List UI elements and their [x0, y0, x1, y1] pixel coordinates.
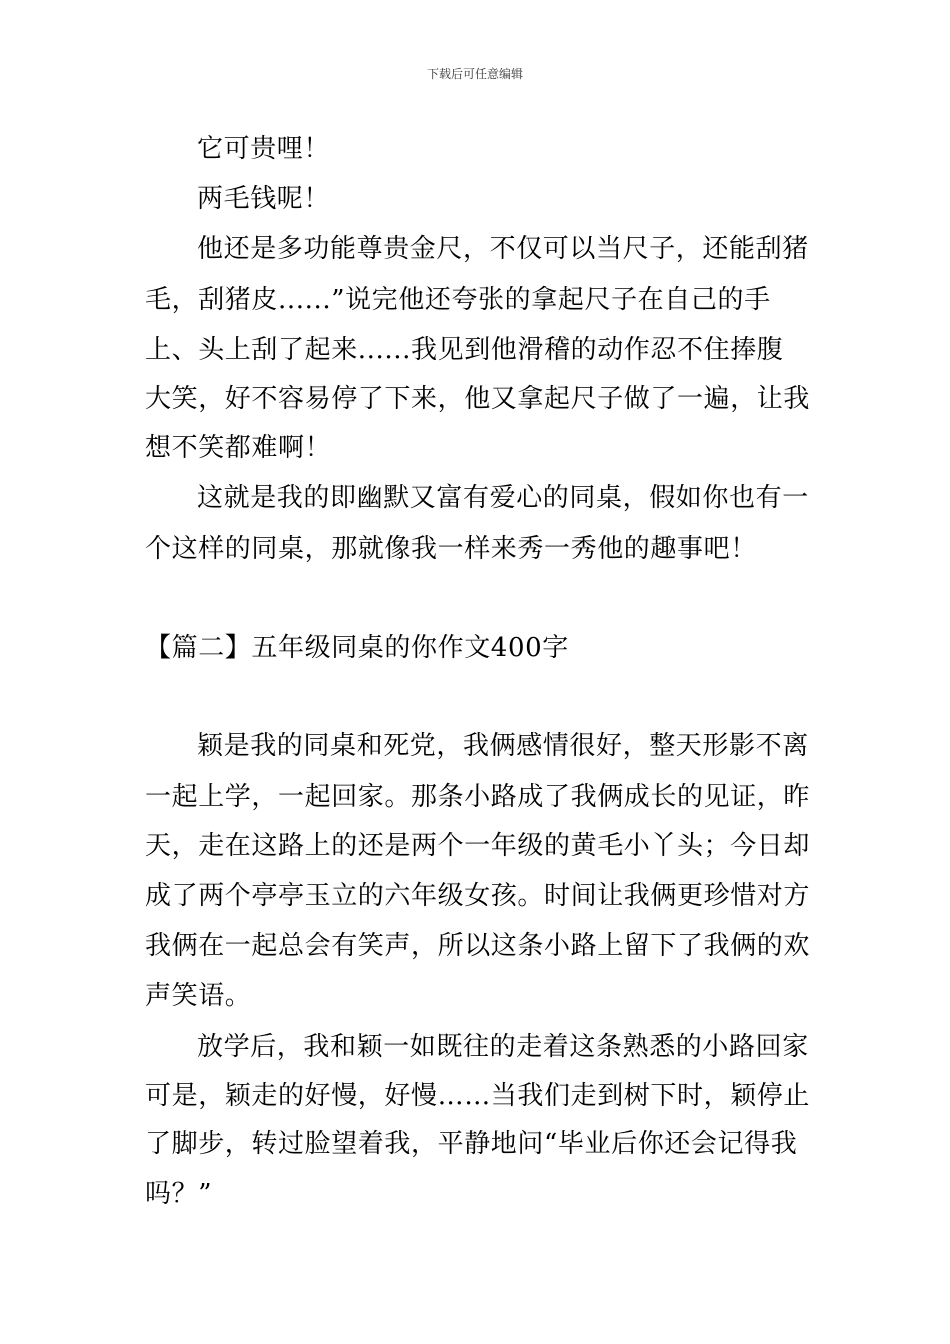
text-line: 想不笑都难啊！: [145, 433, 332, 463]
text-line: 天，走在这路上的还是两个一年级的黄毛小丫头；今日却: [145, 831, 811, 861]
text-line: 吗？”: [145, 1179, 213, 1209]
text-line: 大笑，好不容易停了下来，他又拿起尺子做了一遍，让我: [145, 384, 811, 414]
text-line: 这就是我的即幽默又富有爱心的同桌，假如你也有一: [197, 483, 809, 513]
section-heading: 【篇二】五年级同桌的你作文400字: [145, 633, 569, 663]
text-line: 他还是多功能尊贵金尺，不仅可以当尺子，还能刮猪: [197, 234, 809, 264]
text-line: 颖是我的同桌和死党，我俩感情很好，整天形影不离: [197, 731, 809, 761]
text-line: 上、头上刮了起来......我见到他滑稽的动作忍不住捧腹: [145, 335, 784, 365]
text-line: 放学后，我和颖一如既往的走着这条熟悉的小路回家: [197, 1032, 809, 1062]
text-line: 我俩在一起总会有笑声，所以这条小路上留下了我俩的欢: [145, 931, 811, 961]
text-line: 毛，刮猪皮......”说完他还夸张的拿起尺子在自己的手: [145, 285, 771, 315]
text-line: 可是，颖走的好慢，好慢……当我们走到树下时，颖停止: [145, 1081, 811, 1111]
text-line: 一起上学，一起回家。那条小路成了我俩成长的见证，昨: [145, 782, 811, 812]
text-line: 两毛钱呢！: [197, 184, 331, 214]
text-line: 声笑语。: [145, 981, 252, 1011]
text-line: 了脚步，转过脸望着我，平静地问“毕业后你还会记得我: [145, 1129, 798, 1159]
page-header-note: 下载后可任意编辑: [426, 67, 523, 81]
text-line: 成了两个亭亭玉立的六年级女孩。时间让我俩更珍惜对方: [145, 881, 811, 911]
text-line: 它可贵哩！: [197, 134, 331, 164]
text-line: 个这样的同桌，那就像我一样来秀一秀他的趣事吧！: [145, 534, 757, 564]
